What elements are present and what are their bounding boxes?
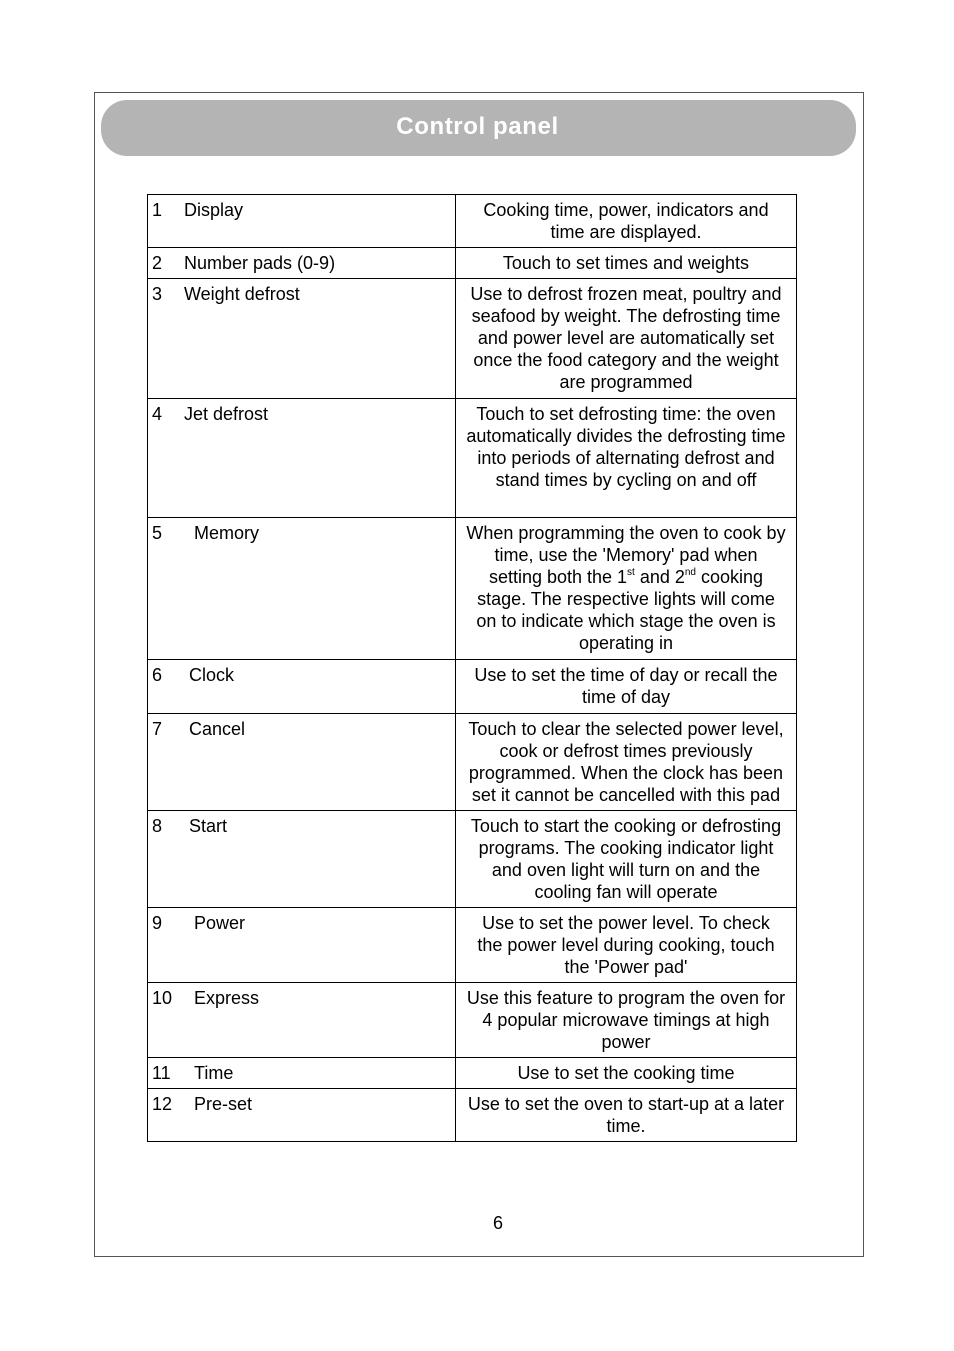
description-cell [456,714,797,811]
description-line: Use to set the time of day or recall the [474,665,778,685]
label-cell [148,399,456,518]
label-cell [148,248,456,279]
description-line: cooling fan will operate [534,882,718,902]
description-line: set it cannot be cancelled with this pad [471,785,781,805]
table-row [148,1089,797,1142]
description-line: the power level during cooking, touch [477,935,775,955]
label-cell [148,195,456,248]
description-line: cook or defrost times previously [499,741,753,761]
label-cell [148,1058,456,1089]
description-line: Use to set the oven to start-up at a later [467,1094,785,1114]
description-line: time. [606,1116,646,1136]
row-name: Time [194,1063,234,1083]
row-number: 11 [152,1063,171,1083]
description-line: Use to set the cooking time [517,1063,735,1083]
description-line: Use to set the power level. To check [482,913,770,933]
table-row [148,660,797,714]
row-number: 1 [152,200,163,220]
description-line: and power level are automatically set [477,328,775,348]
table-row [148,983,797,1058]
row-name: Cancel [189,719,246,739]
description-cell [456,279,797,399]
description-line: 4 popular microwave timings at high [482,1010,770,1030]
row-name: Express [194,988,260,1008]
table-row [148,908,797,983]
description-cell [456,811,797,908]
control-panel-table [147,194,797,1142]
description-fragment: cooking [696,567,764,587]
description-line: stand times by cycling on and off [495,470,757,490]
table-row [148,195,797,248]
description-line: into periods of alternating defrost and [477,448,775,468]
description-line: once the food category and the weight [473,350,779,370]
description-line: Cooking time, power, indicators and [483,200,769,220]
row-name: Pre-set [194,1094,253,1114]
row-name: Jet defrost [184,404,269,424]
description-cell [456,1058,797,1089]
description-line: When programming the oven to cook by [466,523,786,543]
description-line: Touch to clear the selected power level, [468,719,784,739]
row-number: 3 [152,284,163,304]
description-line: on to indicate which stage the oven is [476,611,776,631]
row-number: 8 [152,816,163,836]
description-line: time, use the 'Memory' pad when [494,545,758,565]
label-cell [148,811,456,908]
title-banner [101,100,856,156]
description-cell [456,518,797,660]
description-line: time are displayed. [550,222,702,242]
description-line: stage. The respective lights will come [477,589,775,609]
ordinal-suffix: st [627,567,635,578]
row-number: 7 [152,719,163,739]
description-line: time of day [581,687,671,707]
row-name: Display [184,200,244,220]
row-number: 4 [152,404,163,424]
page-number: 6 [492,1213,503,1233]
description-line: operating in [578,633,674,653]
description-fragment: and 2 [634,567,685,587]
table-row [148,518,797,660]
description-line: are programmed [559,372,693,392]
label-cell [148,279,456,399]
description-line: Use this feature to program the oven for [466,988,786,1008]
description-line: programs. The cooking indicator light [478,838,774,858]
description-cell [456,660,797,714]
row-number: 12 [152,1094,173,1114]
description-cell [456,195,797,248]
description-line: the 'Power pad' [564,957,688,977]
label-cell [148,908,456,983]
table-row [148,1058,797,1089]
row-number: 2 [152,253,163,273]
row-number: 10 [152,988,173,1008]
row-name: Weight defrost [184,284,300,304]
description-cell [456,248,797,279]
row-number: 5 [152,523,163,543]
row-name: Memory [194,523,260,543]
description-line: programmed. When the clock has been [468,763,784,783]
ordinal-suffix: nd [684,567,696,578]
description-cell [456,983,797,1058]
description-line: Touch to set defrosting time: the oven [476,404,776,424]
row-name: Number pads (0-9) [184,253,336,273]
description-line: and oven light will turn on and the [491,860,761,880]
page-title: Control panel [396,113,559,140]
description-line: automatically divides the defrosting time [466,426,786,446]
table-row [148,279,797,399]
row-number: 9 [152,913,163,933]
label-cell [148,983,456,1058]
label-cell [148,714,456,811]
description-line: Touch to start the cooking or defrosting [470,816,782,836]
label-cell [148,660,456,714]
row-number: 6 [152,665,163,685]
description-line: Touch to set times and weights [502,253,750,273]
table-row [148,399,797,518]
description-cell [456,908,797,983]
row-name: Start [189,816,228,836]
table-row [148,714,797,811]
row-name: Clock [189,665,235,685]
description-cell [456,399,797,518]
table-row [148,248,797,279]
description-line: seafood by weight. The defrosting time [471,306,781,326]
description-cell [456,1089,797,1142]
table-row [148,811,797,908]
description-line: power [601,1032,651,1052]
label-cell [148,518,456,660]
label-cell [148,1089,456,1142]
description-line [460,566,792,588]
description-fragment: setting both the 1 [488,567,628,587]
description-line: Use to defrost frozen meat, poultry and [470,284,782,304]
row-name: Power [194,913,246,933]
